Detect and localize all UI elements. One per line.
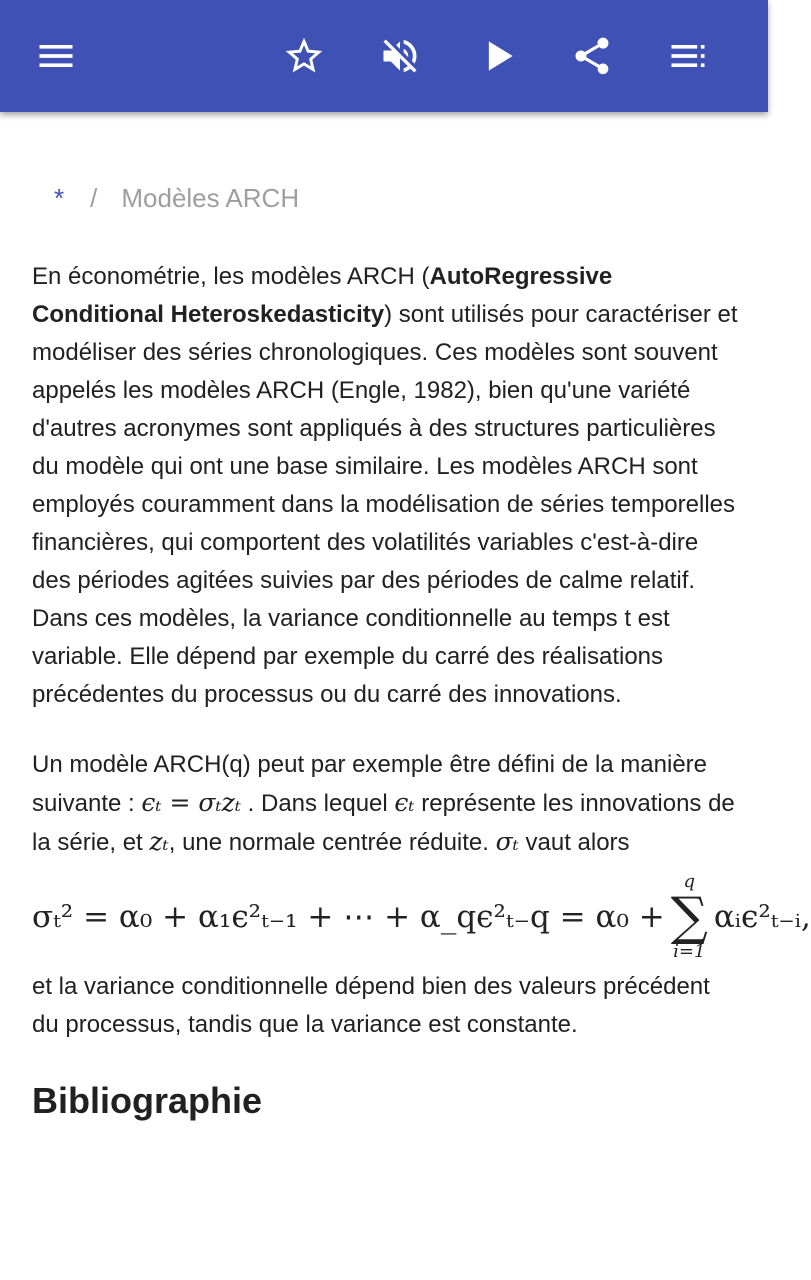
- math-epsilon: ϵₜ: [394, 788, 415, 817]
- def-text-5: vaut alors: [518, 829, 630, 856]
- share-icon: [570, 34, 614, 78]
- intro-bold-term: AutoRegressive Conditional Heteroskedasticity: [32, 263, 613, 328]
- favorite-button[interactable]: [272, 24, 336, 88]
- definition-paragraph: [32, 746, 738, 862]
- app-toolbar: [0, 0, 768, 112]
- intro-paragraph: [32, 258, 738, 714]
- play-button[interactable]: [466, 24, 530, 88]
- share-button[interactable]: [560, 24, 624, 88]
- section-heading: Bibliographie: [32, 1080, 263, 1121]
- breadcrumb: [32, 160, 738, 236]
- sum-symbol: ∑: [670, 887, 708, 947]
- breadcrumb-separator: /: [90, 182, 98, 213]
- formula-lhs: σₜ² = α₀ + α₁ϵ²ₜ₋₁ + ⋯ + α_qϵ²ₜ₋q = α₀ +: [32, 899, 665, 935]
- def-text-4: , une normale centrée réduite.: [168, 829, 496, 856]
- sum-lower-limit: i=1: [673, 941, 706, 962]
- conclusion-paragraph: et la variance conditionnelle dépend bien des valeurs précédent du processus, tandis que la variance est constante.: [32, 973, 710, 1038]
- article-content: [32, 160, 811, 1122]
- breadcrumb-home-link[interactable]: *: [54, 182, 65, 213]
- math-sigma: σₜ: [495, 827, 519, 856]
- toc-button[interactable]: [656, 24, 720, 88]
- star-outline-icon: [282, 34, 326, 78]
- breadcrumb-current: Modèles ARCH: [121, 182, 300, 213]
- def-text-3: représente les innovations de la série, et: [32, 790, 735, 856]
- def-text-1: Un modèle ARCH(q) peut par exemple être défini de la manière suivante :: [32, 751, 708, 817]
- math-z: zₜ: [149, 827, 169, 856]
- arch-formula: [32, 871, 811, 962]
- intro-text-1: En économétrie, les modèles ARCH (: [32, 263, 430, 290]
- def-text-2: . Dans lequel: [240, 790, 395, 817]
- hamburger-menu-icon: [34, 34, 78, 78]
- formula-rhs: αᵢϵ²ₜ₋ᵢ,: [713, 899, 811, 935]
- sum-upper-limit: q: [683, 871, 696, 892]
- play-icon: [476, 34, 520, 78]
- menu-button[interactable]: [24, 24, 88, 88]
- math-epsilon-eq: ϵₜ = σₜzₜ: [141, 788, 241, 817]
- mute-button[interactable]: [368, 24, 432, 88]
- volume-off-icon: [378, 34, 422, 78]
- summation: [671, 873, 708, 961]
- playlist-icon: [666, 34, 710, 78]
- intro-text-2: ) sont utilisés pour caractériser et modéliser des séries chronologiques. Ces modèles sont souvent appelés les modèles ARCH (Engle, 1982), bien qu'une variété d'autres acronymes sont appliqués à des structures particulières du modèle qui ont une base similaire. Les modèles ARCH sont employés couramment dans la modélisation de séries temporelles financières, qui comportent des volatilités variables c'est-à-dire des périodes agitées suivies par des périodes de calme relatif. Dans ces modèles, la variance conditionnelle au temps t est variable. Elle dépend par exemple du carré des réalisations précédentes du processus ou du carré des innovations.: [32, 301, 738, 708]
